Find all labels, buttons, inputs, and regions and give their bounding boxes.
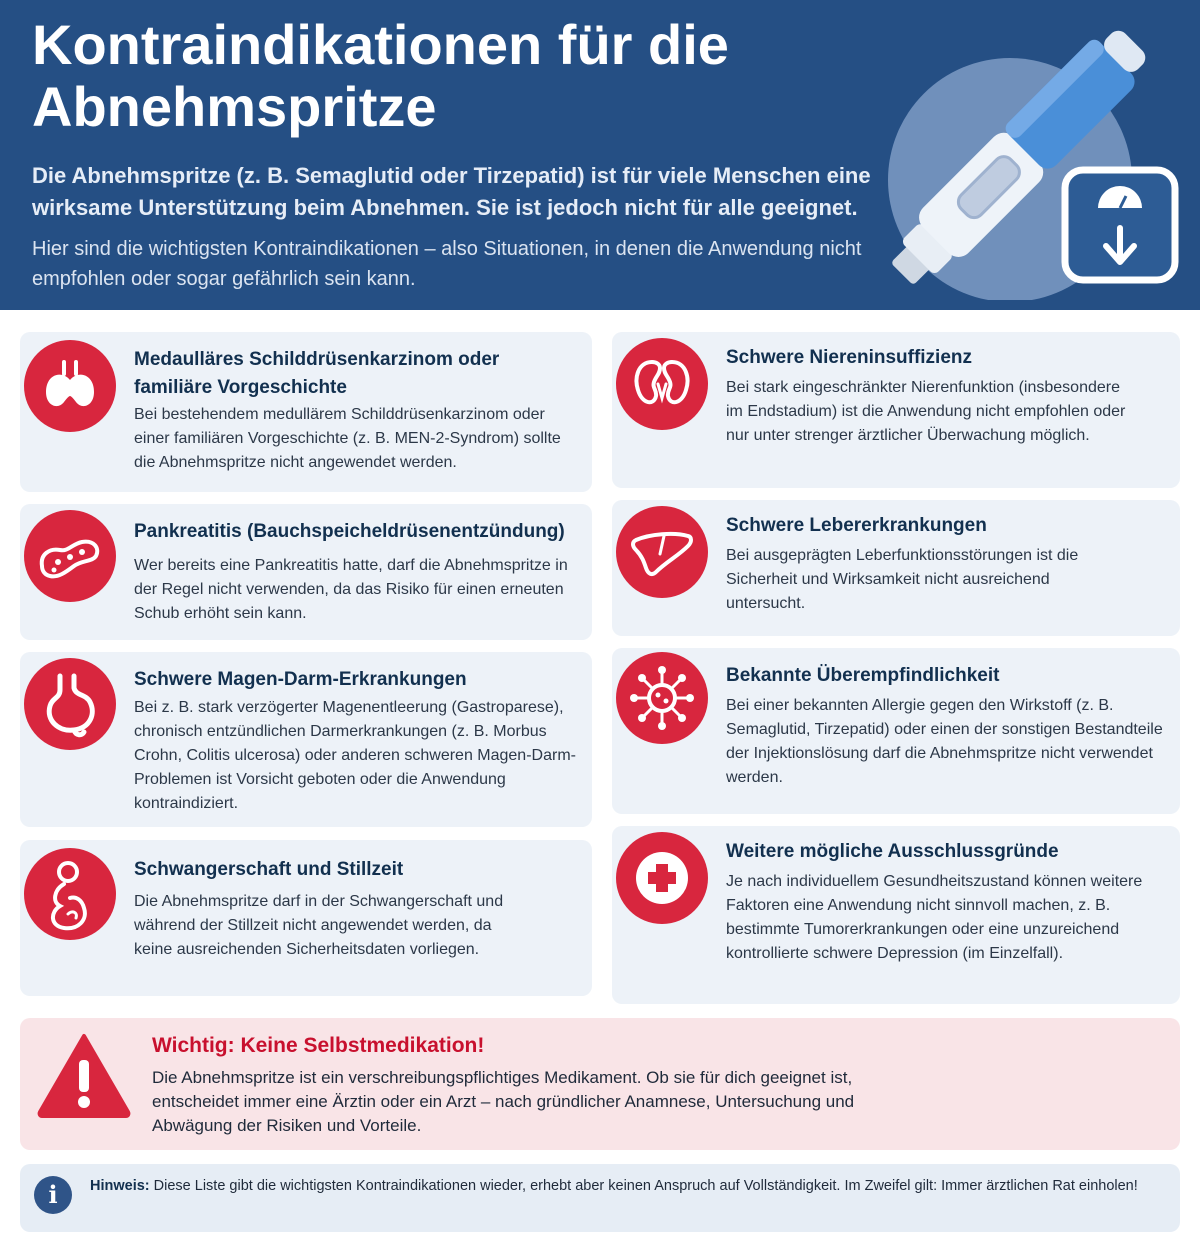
card-kidney-insufficiency <box>612 332 1180 488</box>
card-body: Die Abnehmspritze darf in der Schwangerschaft und während der Stillzeit nicht angewendet werden, da keine ausreichenden Sicherheitsdaten vorliegen. <box>134 893 504 958</box>
card-title: Schwere Lebererkrankungen <box>726 515 987 536</box>
warning-title: Wichtig: Keine Selbstmedikation! <box>152 1034 485 1057</box>
warning-box <box>20 1018 1180 1150</box>
card-title: Pankreatitis (Bauchspeicheldrüsenentzündung) <box>134 521 565 542</box>
card-body: Bei bestehendem medullärem Schilddrüsenkarzinom oder einer familiären Vorgeschichte (z. B. MEN-2-Syndrom) sollte die Abnehmspritze nicht angewendet werden. <box>134 406 561 471</box>
card-title: Weitere mögliche Ausschlussgründe <box>726 841 1059 862</box>
card-liver-disease <box>612 500 1180 636</box>
card-title: Schwangerschaft und Stillzeit <box>134 859 404 880</box>
thyroid-icon <box>24 340 116 432</box>
card-body: Wer bereits eine Pankreatitis hatte, darf die Abnehmspritze in der Regel nicht verwenden, da das Risiko für einen erneuten Schub erhöht sein kann. <box>134 557 568 622</box>
card-title: Bekannte Überempfindlichkeit <box>726 665 1000 686</box>
subintro-text: Hier sind die wichtigsten Kontraindikationen – also Situationen, in denen die Anwendung nicht empfohlen oder sogar gefährlich sein kann. <box>32 238 862 290</box>
kidney-icon <box>616 338 708 430</box>
note-text <box>90 1176 1170 1197</box>
warning-triangle-icon <box>36 1032 132 1118</box>
note-box <box>20 1164 1180 1232</box>
injection-pen-scale-illustration <box>860 20 1190 300</box>
liver-icon <box>616 506 708 598</box>
pregnancy-icon <box>24 848 116 940</box>
header-banner <box>0 0 1200 310</box>
note-body: Diese Liste gibt die wichtigsten Kontraindikationen wieder, erhebt aber keinen Anspruch auf Vollständigkeit. Im Zweifel gilt: Immer ärztlichen Rat einholen! <box>153 1178 1138 1194</box>
card-gastrointestinal <box>20 652 592 827</box>
note-label: Hinweis: <box>90 1178 150 1194</box>
allergy-icon <box>616 652 708 744</box>
medical-cross-icon <box>616 832 708 924</box>
card-thyroid-carcinoma <box>20 332 592 492</box>
card-body: Bei einer bekannten Allergie gegen den Wirkstoff (z. B. Semaglutid, Tirzepatid) oder einen der sonstigen Bestandteile der Injektionslösung darf die Abnehmspritze nicht verwendet werden. <box>726 697 1163 786</box>
card-hypersensitivity <box>612 648 1180 814</box>
pancreas-icon <box>24 510 116 602</box>
card-pancreatitis <box>20 504 592 640</box>
card-title: Medaulläres Schilddrüsenkarzinom oder familiäre Vorgeschichte <box>134 349 500 398</box>
card-body: Bei ausgeprägten Leberfunktionsstörungen ist die Sicherheit und Wirksamkeit nicht ausreichend untersucht. <box>726 547 1079 612</box>
card-body: Bei z. B. stark verzögerter Magenentleerung (Gastroparese), chronisch entzündlichen Darmerkrankungen (z. B. Morbus Crohn, Colitis ulcerosa) oder anderen schweren Magen-Darm-Problemen ist Vorsicht geboten oder die Anwendung kontraindiziert. <box>134 699 576 812</box>
card-other-exclusions <box>612 826 1180 1004</box>
page-title: Kontraindikationen für die Abnehmspritze <box>32 13 729 138</box>
card-body: Bei stark eingeschränkter Nierenfunktion (insbesondere im Endstadium) ist die Anwendung nicht empfohlen oder nur unter strenger ärztlicher Überwachung möglich. <box>726 379 1126 444</box>
info-icon: i <box>34 1176 72 1214</box>
warning-body: Die Abnehmspritze ist ein verschreibungspflichtiges Medikament. Ob sie für dich geeignet ist, entscheidet immer eine Ärztin oder ein Arzt – nach gründlicher Anamnese, Untersuchung und Abwägung der Risiken und Vorteile. <box>152 1068 855 1135</box>
card-title: Schwere Niereninsuffizienz <box>726 347 973 368</box>
intro-text: Die Abnehmspritze (z. B. Semaglutid oder Tirzepatid) ist für viele Menschen eine wirksame Unterstützung beim Abnehmen. Sie ist jedoch nicht für alle geeignet. <box>32 163 871 220</box>
stomach-icon <box>24 658 116 750</box>
card-pregnancy <box>20 840 592 996</box>
card-title: Schwere Magen-Darm-Erkrankungen <box>134 669 467 690</box>
card-body: Je nach individuellem Gesundheitszustand können weitere Faktoren eine Anwendung nicht sinnvoll machen, z. B. bestimmte Tumorerkrankungen oder eine unzureichend kontrollierte schwere Depression (im Einzelfall). <box>726 873 1143 962</box>
